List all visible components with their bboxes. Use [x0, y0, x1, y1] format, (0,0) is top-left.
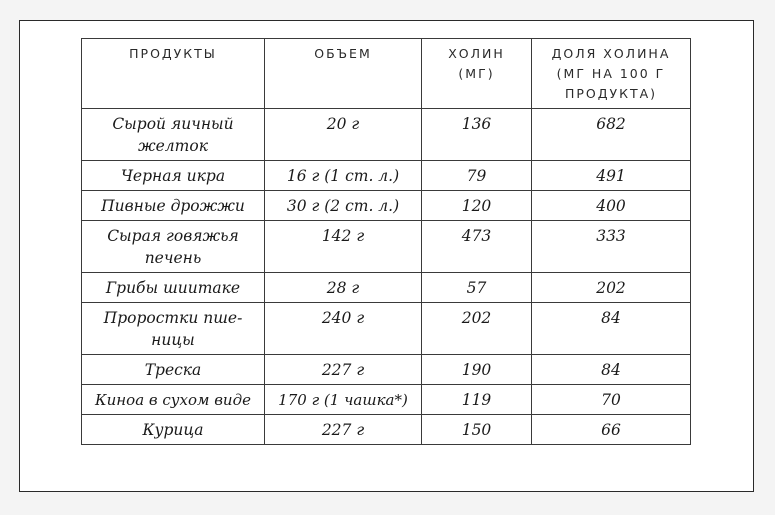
cell-choline: 120 [422, 191, 532, 221]
cell-product: Сырая говяжья печень [82, 221, 265, 273]
cell-product: Сырой яичный желток [82, 109, 265, 161]
cell-per100: 70 [532, 385, 691, 415]
choline-table [81, 38, 691, 445]
header-row [82, 39, 691, 109]
cell-choline: 150 [422, 415, 532, 445]
table-row [82, 221, 691, 273]
cell-choline: 57 [422, 273, 532, 303]
table-row [82, 191, 691, 221]
cell-per100: 333 [532, 221, 691, 273]
cell-per100: 84 [532, 303, 691, 355]
table-row [82, 415, 691, 445]
cell-product: Курица [82, 415, 265, 445]
cell-choline: 202 [422, 303, 532, 355]
header-volume: ОБЪЕМ [265, 39, 422, 109]
cell-choline: 79 [422, 161, 532, 191]
cell-product: Грибы шиитаке [82, 273, 265, 303]
cell-product: Черная икра [82, 161, 265, 191]
cell-product: Проростки пше- ницы [82, 303, 265, 355]
cell-per100: 202 [532, 273, 691, 303]
header-choline-share: ДОЛЯ ХОЛИНА (МГ НА 100 Г ПРОДУКТА) [532, 39, 691, 109]
cell-volume: 227 г [265, 355, 422, 385]
cell-volume: 170 г (1 чашка*) [265, 385, 422, 415]
cell-choline: 136 [422, 109, 532, 161]
cell-volume: 16 г (1 ст. л.) [265, 161, 422, 191]
cell-volume: 30 г (2 ст. л.) [265, 191, 422, 221]
cell-choline: 190 [422, 355, 532, 385]
table-row [82, 161, 691, 191]
cell-choline: 119 [422, 385, 532, 415]
cell-per100: 682 [532, 109, 691, 161]
header-products: ПРОДУКТЫ [82, 39, 265, 109]
cell-per100: 66 [532, 415, 691, 445]
table-frame [19, 20, 754, 492]
cell-volume: 28 г [265, 273, 422, 303]
cell-choline: 473 [422, 221, 532, 273]
cell-per100: 400 [532, 191, 691, 221]
cell-volume: 142 г [265, 221, 422, 273]
cell-volume: 240 г [265, 303, 422, 355]
table-row [82, 385, 691, 415]
cell-volume: 20 г [265, 109, 422, 161]
cell-per100: 491 [532, 161, 691, 191]
cell-volume: 227 г [265, 415, 422, 445]
cell-product: Треска [82, 355, 265, 385]
header-choline: ХОЛИН (МГ) [422, 39, 532, 109]
cell-product: Киноа в сухом виде [82, 385, 265, 415]
cell-per100: 84 [532, 355, 691, 385]
table-row [82, 303, 691, 355]
table-row [82, 355, 691, 385]
cell-product: Пивные дрожжи [82, 191, 265, 221]
table-row [82, 109, 691, 161]
table-row [82, 273, 691, 303]
